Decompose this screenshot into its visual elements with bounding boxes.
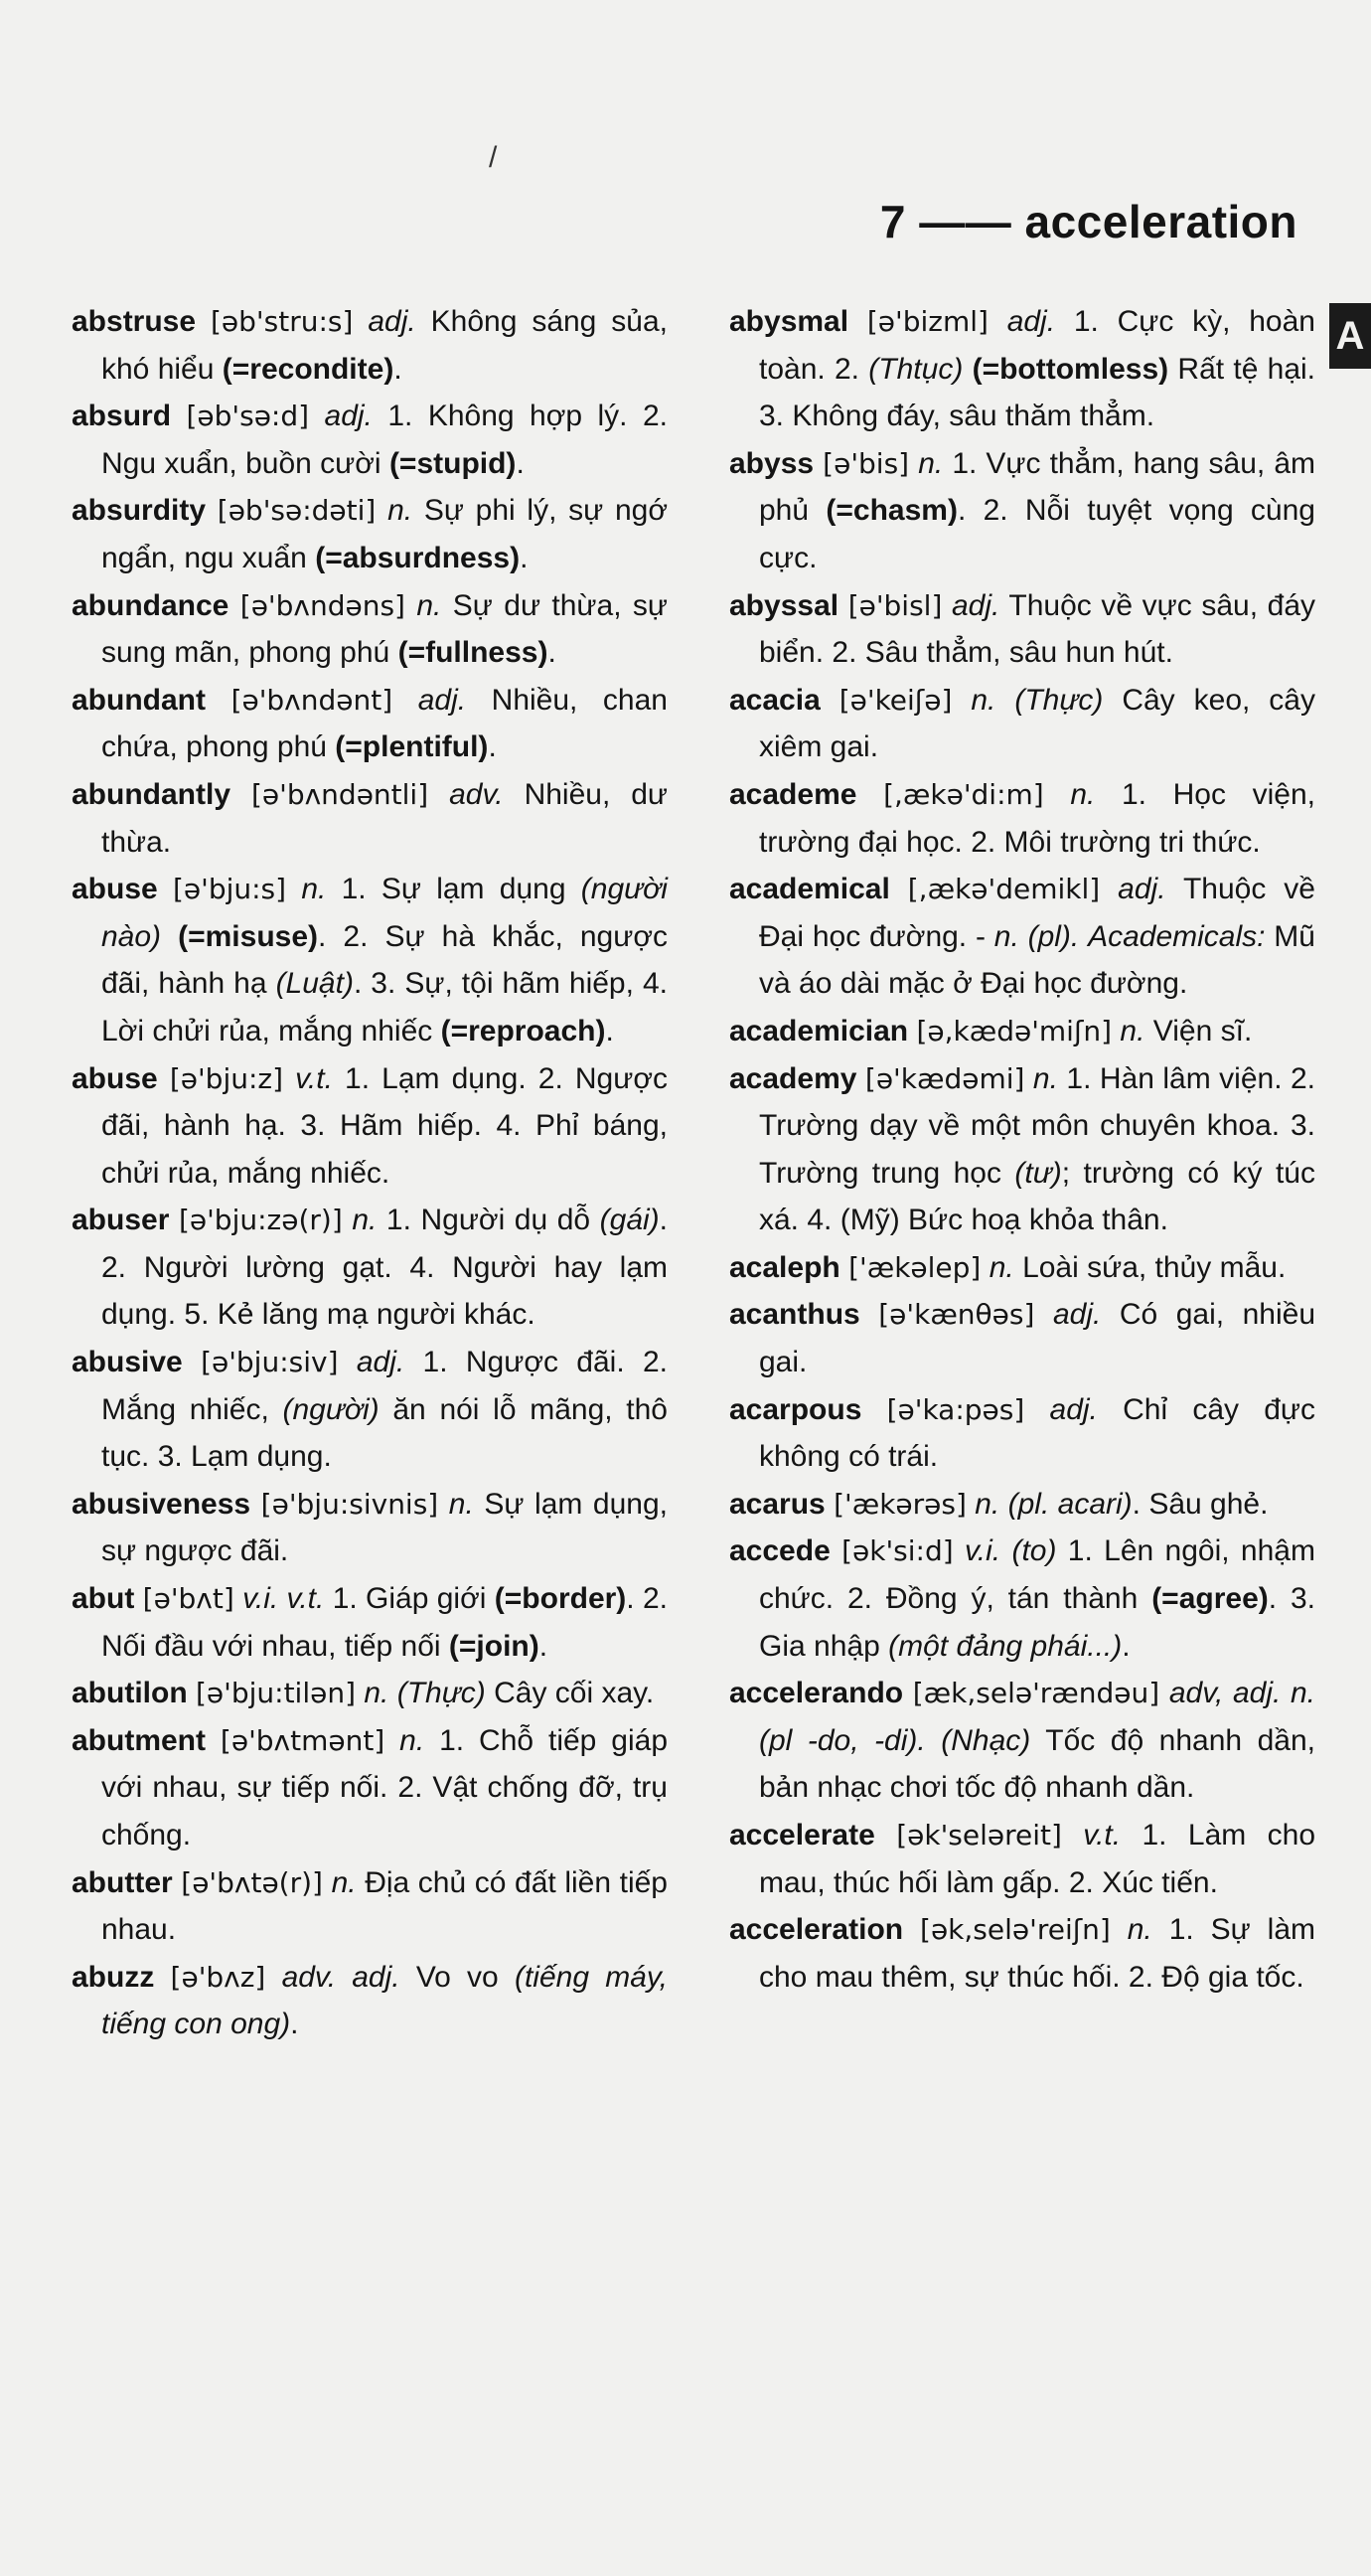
definition: Thuộc về Đại học đường. - <box>759 873 1315 953</box>
definition: Không sáng sủa, khó hiểu <box>101 305 668 386</box>
dictionary-entry <box>729 1055 1315 1244</box>
pronunciation: [əb'sə:d] <box>186 400 310 433</box>
pronunciation: [ə'bʌz] <box>170 1960 266 1994</box>
definition: 1. Ngược đãi. 2. Mắng nhiếc, <box>101 1346 669 1426</box>
headword: acanthus <box>729 1298 860 1332</box>
definition: Vo vo <box>415 1960 499 1994</box>
definition-continued: ăn nói lỗ mãng, thô tục. 3. Lạm dụng. <box>101 1392 668 1474</box>
part-of-speech: n. <box>331 1865 357 1899</box>
definition: Địa chủ có đất liền tiếp nhau. <box>101 1865 668 1947</box>
headword: academician <box>729 1014 909 1047</box>
definition: Sự dư thừa, sự sung mãn, phong phú <box>101 588 668 670</box>
pronunciation: [ə'bis] <box>823 446 910 480</box>
right-column <box>729 298 1315 2001</box>
usage-note: (Thực) <box>1014 683 1104 717</box>
dictionary-entry <box>72 1339 668 1481</box>
headword: academe <box>729 777 857 811</box>
headword: accelerando <box>729 1677 904 1710</box>
usage-note: (người) <box>282 1392 380 1426</box>
headword: acaleph <box>729 1250 840 1284</box>
definition: Loài sứa, thủy mẫu. <box>1022 1250 1287 1284</box>
pronunciation: [ə'keiʃə] <box>838 683 953 717</box>
definition: Chỉ cây đực không có trái. <box>759 1392 1315 1474</box>
pronunciation: [ə'bʌtə(r)] <box>181 1865 323 1899</box>
dictionary-entry <box>72 1859 668 1954</box>
synonym: (=plentiful) <box>335 730 489 764</box>
usage-note: (tư) <box>1014 1156 1062 1190</box>
usage-note: (Thực) <box>396 1677 486 1710</box>
definition: Viện sĩ. <box>1152 1014 1253 1047</box>
pronunciation: [ə'bju:siv] <box>201 1346 339 1379</box>
synonym: (=join) <box>448 1629 539 1663</box>
part-of-speech: v.i. v.t. <box>242 1582 325 1616</box>
part-of-speech: n. <box>975 1487 1000 1521</box>
pronunciation: [ək'seləreit] <box>896 1819 1062 1852</box>
headword: abundance <box>72 588 229 622</box>
pronunciation: [ə'bʌndəns] <box>239 588 405 622</box>
definition: 1. Vực thẳm, hang sâu, âm phủ <box>759 446 1315 528</box>
pronunciation: [əb'stru:s] <box>211 305 354 338</box>
entry-end: . <box>1145 400 1155 433</box>
pronunciation: [ə'ka:pəs] <box>886 1392 1025 1426</box>
dictionary-entry <box>729 1386 1315 1481</box>
definition: 1. Chỗ tiếp giáp với nhau, sự tiếp nối. 2. Vật chống đỡ, trụ chống. <box>101 1723 668 1852</box>
part-of-speech: n. <box>301 873 327 906</box>
headword: absurd <box>72 400 172 433</box>
pronunciation: [ə'bisl] <box>847 588 943 622</box>
definition: . Sâu ghẻ. <box>1132 1487 1269 1521</box>
part-of-speech: adv. <box>449 777 504 811</box>
headword: abuzz <box>72 1960 155 1994</box>
dictionary-entry <box>729 298 1315 440</box>
definition-continued: Rất tệ hại. 3. Không đáy, sâu thăm thẳm <box>759 352 1316 433</box>
headword: abysmal <box>729 305 849 338</box>
headword: accelerate <box>729 1819 875 1852</box>
stray-mark: / <box>489 141 498 174</box>
part-of-speech: n. <box>989 1250 1014 1284</box>
part-of-speech: n. <box>1127 1913 1152 1947</box>
dictionary-entry <box>729 1812 1315 1906</box>
headword: academical <box>729 873 890 906</box>
headword: abutter <box>72 1865 173 1899</box>
thumb-index-tab: A <box>1329 303 1371 369</box>
headword: acarpous <box>729 1392 862 1426</box>
definition: Có gai, nhiều gai. <box>759 1298 1316 1379</box>
synonym: (=stupid) <box>388 446 517 480</box>
dictionary-entry <box>729 866 1315 1008</box>
pronunciation: [ə,kædə'miʃn] <box>916 1014 1113 1047</box>
definition: 1. Sự làm cho mau thêm, sự thúc hối. 2. Độ gia tốc. <box>759 1913 1316 1994</box>
left-column <box>72 298 668 2048</box>
dictionary-entry <box>729 1670 1315 1812</box>
guide-word: acceleration <box>1024 196 1297 247</box>
dictionary-entry <box>72 1055 668 1198</box>
headword: accede <box>729 1534 831 1568</box>
pronunciation: [ə'bizml] <box>866 305 989 338</box>
dictionary-entry <box>72 1954 668 2048</box>
entry-end: . <box>290 2008 299 2041</box>
dictionary-entry <box>729 677 1315 771</box>
part-of-speech: adj. <box>368 305 416 338</box>
entry-end: . <box>547 636 556 670</box>
definition: 1. Sự lạm dụng <box>341 873 566 906</box>
pronunciation: [əb'sə:dəti] <box>217 494 377 528</box>
pronunciation: [,ækə'demikl] <box>907 873 1101 906</box>
headword: acarus <box>729 1487 826 1521</box>
part-of-speech: adj. <box>1052 1298 1102 1332</box>
header-dash: —— <box>919 196 1012 247</box>
pronunciation: [ə'bju:zə(r)] <box>178 1204 343 1237</box>
headword: abuser <box>72 1204 170 1237</box>
synonym: (=misuse) <box>178 919 319 953</box>
pronunciation: [ə'bʌndənt] <box>230 683 393 717</box>
definition-continued: . 3. Gia nhập <box>759 1582 1315 1663</box>
definition: Cây cối xay. <box>494 1677 655 1710</box>
entry-end: . <box>516 446 525 480</box>
headword: abyss <box>729 446 815 480</box>
synonym: (=border) <box>494 1582 627 1616</box>
headword: abuse <box>72 873 158 906</box>
usage-note: (to) <box>1011 1534 1057 1568</box>
definition: 1. Học viện, trường đại học. 2. Môi trường tri thức. <box>759 777 1315 859</box>
headword: academy <box>729 1061 857 1095</box>
headword: abusiveness <box>72 1487 251 1521</box>
part-of-speech: adj. <box>1006 305 1056 338</box>
synonym: (=recondite) <box>222 352 394 386</box>
part-of-speech: adj. <box>324 400 373 433</box>
headword: abundant <box>72 683 206 717</box>
entry-end: . <box>520 541 529 574</box>
headword: acceleration <box>729 1913 904 1947</box>
part-of-speech: n. <box>448 1487 474 1521</box>
definition: 1. Giáp giới <box>332 1582 487 1616</box>
definition-continued: . 2. Nối đầu với nhau, tiếp nối <box>101 1582 668 1663</box>
part-of-speech: n. <box>1120 1014 1145 1047</box>
definition: 1. Làm cho mau, thúc hối làm gấp. 2. Xúc tiến. <box>759 1819 1316 1899</box>
usage-note: (tiếng máy, tiếng con ong) <box>101 1960 668 2041</box>
dictionary-entry <box>72 771 668 866</box>
definition: 1. Cực kỳ, hoàn toàn. 2. <box>759 305 1315 386</box>
pronunciation: [ə'bju:s] <box>172 873 287 906</box>
synonym: (=bottomless) <box>972 352 1169 386</box>
definition-continued: . 2. Sự hà khắc, ngược đãi, hành hạ <box>101 919 668 1001</box>
usage-note: (người nào) <box>101 873 668 953</box>
pronunciation: [ə'bju:tilən] <box>196 1677 357 1710</box>
definition: Cây keo, cây xiêm gai. <box>759 683 1315 764</box>
dictionary-entry <box>72 1670 668 1717</box>
usage-note: (pl. acari) <box>1007 1487 1133 1521</box>
definition: Nhiều, chan chứa, phong phú <box>101 683 668 764</box>
definition: Sự lạm dụng, sự ngược đãi. <box>101 1487 668 1568</box>
part-of-speech: n. <box>352 1204 378 1237</box>
part-of-speech: n. <box>416 588 442 622</box>
dictionary-entry <box>729 1906 1315 2001</box>
pronunciation: [ə'bʌt] <box>142 1582 234 1616</box>
synonym: (=agree) <box>1151 1582 1269 1616</box>
usage-note: (một đảng phái...) <box>888 1629 1123 1663</box>
entry-end: . <box>538 1629 548 1663</box>
usage-note: n. (pl). <box>993 919 1080 953</box>
part-of-speech: adj. <box>356 1346 405 1379</box>
pronunciation: [ək,selə'reiʃn] <box>920 1913 1111 1947</box>
headword: acacia <box>729 683 821 717</box>
dictionary-entry <box>72 1197 668 1339</box>
pronunciation: [ə'bju:z] <box>169 1061 284 1095</box>
headword: abuse <box>72 1061 158 1095</box>
usage-note: Academicals: <box>1088 919 1266 953</box>
headword: abstruse <box>72 305 197 338</box>
pronunciation: [ə'kædəmi] <box>864 1061 1025 1095</box>
pronunciation: [,ækə'di:m] <box>883 777 1044 811</box>
part-of-speech: n. <box>1070 777 1096 811</box>
dictionary-entry <box>72 298 668 393</box>
definition-continued: . 2. Người lường gạt. 4. Người hay lạm dụng. 5. Kẻ lăng mạ người khác. <box>101 1204 669 1332</box>
entry-end: . <box>605 1014 614 1047</box>
dictionary-entry <box>72 582 668 677</box>
pronunciation: [ə'bʌndəntli] <box>250 777 429 811</box>
headword: abutilon <box>72 1677 188 1710</box>
part-of-speech: n. <box>387 494 413 528</box>
definition: 1. Hàn lâm viện. 2. Trường dạy về một môn chuyên khoa. 3. Trường trung học <box>759 1061 1316 1190</box>
definition-continued: Sự, tội hãm hiếp, 4. Lời chửi rủa, mắng nhiếc <box>101 967 668 1047</box>
headword: absurdity <box>72 494 207 528</box>
part-of-speech: adj. <box>1118 873 1166 906</box>
part-of-speech: v.t. <box>295 1061 333 1095</box>
part-of-speech: adv, adj. n. (pl -do, -di). <box>759 1677 1315 1757</box>
usage-note: (Thtục) <box>868 352 964 386</box>
definition: Nhiều, dư thừa. <box>101 777 669 859</box>
pronunciation: [æk,selə'rændəu] <box>912 1677 1160 1710</box>
headword: abutment <box>72 1723 206 1757</box>
dictionary-entry <box>72 866 668 1054</box>
dictionary-entry <box>72 1717 668 1859</box>
dictionary-entry <box>72 393 668 487</box>
headword: abusive <box>72 1346 183 1379</box>
definition: Tốc độ nhanh dần, bản nhạc chơi tốc độ nhanh dần. <box>759 1723 1316 1805</box>
usage-note: (gái) <box>599 1204 660 1237</box>
synonym: (=absurdness) <box>315 541 521 574</box>
headword: abyssal <box>729 588 839 622</box>
part-of-speech: n. <box>399 1723 425 1757</box>
pronunciation: ['ækəlep] <box>848 1250 982 1284</box>
synonym: (=chasm) <box>826 494 958 528</box>
definition-continued: ; trường có ký túc xá. 4. (Mỹ) Bức hoạ khỏa thân. <box>759 1156 1315 1237</box>
definition-continued: . 2. Nỗi tuyệt vọng cùng cực. <box>759 494 1315 574</box>
dictionary-entry <box>729 1481 1315 1529</box>
part-of-speech: v.t. <box>1083 1819 1122 1852</box>
part-of-speech: n. <box>918 446 944 480</box>
entry-end: . <box>1122 1629 1131 1663</box>
pronunciation: [ə'bʌtmənt] <box>220 1723 385 1757</box>
definition: Sự phi lý, sự ngớ ngẩn, ngu xuẩn <box>101 494 668 574</box>
dictionary-entry <box>729 440 1315 582</box>
part-of-speech: adv. adj. <box>281 1960 400 1994</box>
synonym: (=fullness) <box>397 636 548 670</box>
headword: abundantly <box>72 777 231 811</box>
entry-end: . <box>488 730 497 764</box>
dictionary-entry <box>72 1575 668 1670</box>
headword: abut <box>72 1582 135 1616</box>
dictionary-entry <box>729 771 1315 866</box>
part-of-speech: n. <box>1032 1061 1058 1095</box>
part-of-speech: adj. <box>1049 1392 1098 1426</box>
dictionary-entry <box>729 1244 1315 1292</box>
dictionary-entry <box>72 487 668 581</box>
dictionary-entry <box>72 1481 668 1575</box>
definition: 1. Lên ngôi, nhậm chức. 2. Đồng ý, tán thành <box>759 1534 1315 1616</box>
pronunciation: [ə'bju:sivnis] <box>260 1487 439 1521</box>
pronunciation: ['ækərəs] <box>834 1487 967 1521</box>
dictionary-entry <box>72 677 668 771</box>
definition-continued: . 3. <box>353 967 396 1001</box>
page-header <box>880 195 1297 248</box>
definition: 1. Lạm dụng. 2. Ngược đãi, hành hạ. 3. Hãm hiếp. 4. Phỉ báng, chửi rủa, mắng nhiếc. <box>101 1061 669 1190</box>
synonym: (=reproach) <box>440 1014 606 1047</box>
definition-continued: Mũ và áo dài mặc ở Đại học đường. <box>759 919 1315 1001</box>
pronunciation: [ə'kænθəs] <box>878 1298 1035 1332</box>
dictionary-entry <box>729 1291 1315 1385</box>
page-number: 7 <box>879 196 906 247</box>
part-of-speech: adj. <box>951 588 1000 622</box>
definition: Thuộc về vực sâu, đáy biển. 2. Sâu thẳm, sâu hun hút. <box>759 588 1315 670</box>
part-of-speech: n. <box>364 1677 389 1710</box>
usage-note: (Nhạc) <box>941 1723 1031 1757</box>
definition: 1. Không hợp lý. 2. Ngu xuẩn, buồn cười <box>101 400 668 480</box>
definition: 1. Người dụ dỗ <box>385 1204 591 1237</box>
part-of-speech: v.i. <box>965 1534 1001 1568</box>
part-of-speech: n. <box>971 683 996 717</box>
entry-end: . <box>393 352 402 386</box>
usage-note: (Luật) <box>275 967 354 1001</box>
pronunciation: [ək'si:d] <box>841 1534 954 1568</box>
dictionary-entry <box>729 1008 1315 1055</box>
dictionary-entry <box>729 1528 1315 1670</box>
dictionary-entry <box>729 582 1315 677</box>
part-of-speech: adj. <box>417 683 467 717</box>
